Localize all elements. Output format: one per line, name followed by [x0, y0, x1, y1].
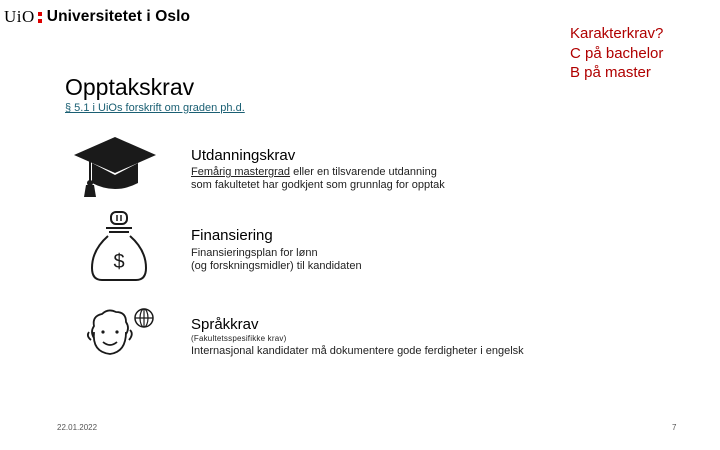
- grade-requirement-note: [570, 24, 715, 83]
- grade-note-line-2: C på bachelor: [570, 44, 664, 62]
- page-number: 7: [672, 423, 677, 432]
- master-degree-text: Femårig mastergrad: [191, 166, 291, 178]
- education-text-rest: eller en tilsvarende utdanning: [290, 166, 437, 178]
- money-bag-icon: [84, 210, 154, 285]
- uio-logo: [4, 8, 190, 26]
- financing-text-line-2: (og forskningsmidler) til kandidaten: [191, 260, 362, 272]
- logo-mark: UiO: [4, 7, 35, 26]
- financing-text-line-1: Finansieringsplan for lønn: [191, 247, 318, 259]
- person-globe-icon: [86, 302, 160, 362]
- logo-institution-name: Universitetet i Oslo: [46, 8, 191, 25]
- logo-colon-icon: [38, 12, 42, 23]
- education-requirement-text: [191, 166, 445, 192]
- language-requirement-title: Språkkrav: [191, 316, 259, 333]
- svg-text:$: $: [113, 251, 125, 273]
- grade-note-line-1: Karakterkrav?: [570, 25, 664, 42]
- education-text-line-2: som fakultetet har godkjent som grunnlag for opptak: [191, 179, 445, 191]
- education-requirement-title: Utdanningskrav: [191, 147, 296, 164]
- graduation-cap-icon: [70, 133, 160, 198]
- language-requirement-text: Internasjonal kandidater må dokumentere gode ferdigheter i engelsk: [191, 345, 524, 357]
- page-title: Opptakskrav: [65, 74, 195, 100]
- language-faculty-note: (Fakultetsspesifikke krav): [191, 334, 287, 343]
- regulation-link[interactable]: § 5.1 i UiOs forskrift om graden ph.d.: [65, 102, 245, 114]
- financing-title: Finansiering: [191, 227, 273, 244]
- footer-date: 22.01.2022: [57, 423, 98, 432]
- financing-text: [191, 247, 362, 273]
- grade-note-line-3: B på master: [570, 64, 651, 81]
